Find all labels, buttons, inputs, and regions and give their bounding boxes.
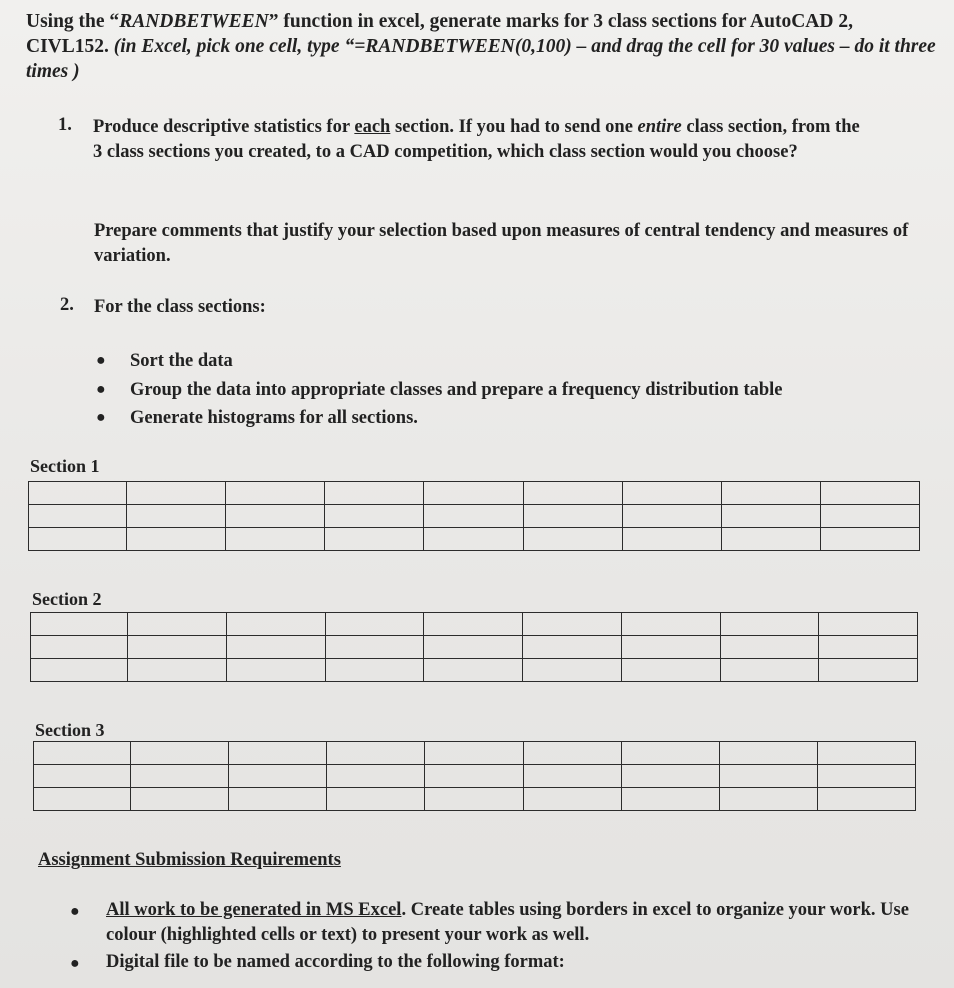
- intro-text-2: ” function in excel, generate marks for 3 class sections for AutoCAD 2, CIVL152.: [26, 11, 853, 57]
- intro-paragraph: [26, 9, 936, 84]
- intro-text-1: Using the “: [26, 11, 120, 32]
- bullet-icon: ●: [70, 903, 80, 920]
- q1-text-c: class section, from the 3 class sections you created, to a CAD competition, which class section would you choose?: [93, 117, 860, 162]
- section-2-table: [30, 612, 918, 682]
- question-1-number: 1.: [58, 115, 72, 135]
- submission-item-1: [106, 898, 926, 948]
- q2-bullet-3: Generate histograms for all sections.: [130, 408, 418, 428]
- question-1-comment: Prepare comments that justify your selection based upon measures of central tendency and measures of variation.: [94, 221, 909, 266]
- section-1-label: Section 1: [30, 456, 100, 476]
- submission-item-1-underlined: All work to be generated in MS Excel: [106, 900, 402, 920]
- bullet-icon: ●: [96, 352, 106, 369]
- q1-entire: entire: [637, 117, 682, 137]
- question-2-number: 2.: [60, 295, 74, 315]
- q1-text-b: section. If you had to send one: [390, 117, 638, 137]
- bullet-icon: ●: [96, 409, 106, 426]
- submission-item-2: Digital file to be named according to the following format:: [106, 952, 565, 972]
- submission-heading: Assignment Submission Requirements: [38, 850, 341, 870]
- question-1-text: [93, 115, 873, 165]
- q2-bullet-1: Sort the data: [130, 351, 233, 371]
- section-1-table: [28, 481, 920, 551]
- q1-text-a: Produce descriptive statistics for: [93, 117, 355, 137]
- q2-bullet-2: Group the data into appropriate classes and prepare a frequency distribution table: [130, 380, 783, 400]
- bullet-icon: ●: [96, 381, 106, 398]
- question-2-text: For the class sections:: [94, 297, 266, 317]
- bullet-icon: ●: [70, 955, 80, 972]
- intro-instructions: (in Excel, pick one cell, type “=RANDBETWEEN(0,100) – and drag the cell for 30 values – do it three times ): [26, 36, 936, 82]
- section-3-label: Section 3: [35, 720, 105, 740]
- section-3-table: [33, 741, 916, 811]
- q1-each: each: [354, 117, 391, 137]
- intro-function-name: RANDBETWEEN: [119, 11, 269, 32]
- section-2-label: Section 2: [32, 589, 102, 609]
- submission-item-1-rest: . Create tables using borders in excel to organize your work. Use colour (highlighted cells or text) to present your work as well.: [106, 900, 909, 945]
